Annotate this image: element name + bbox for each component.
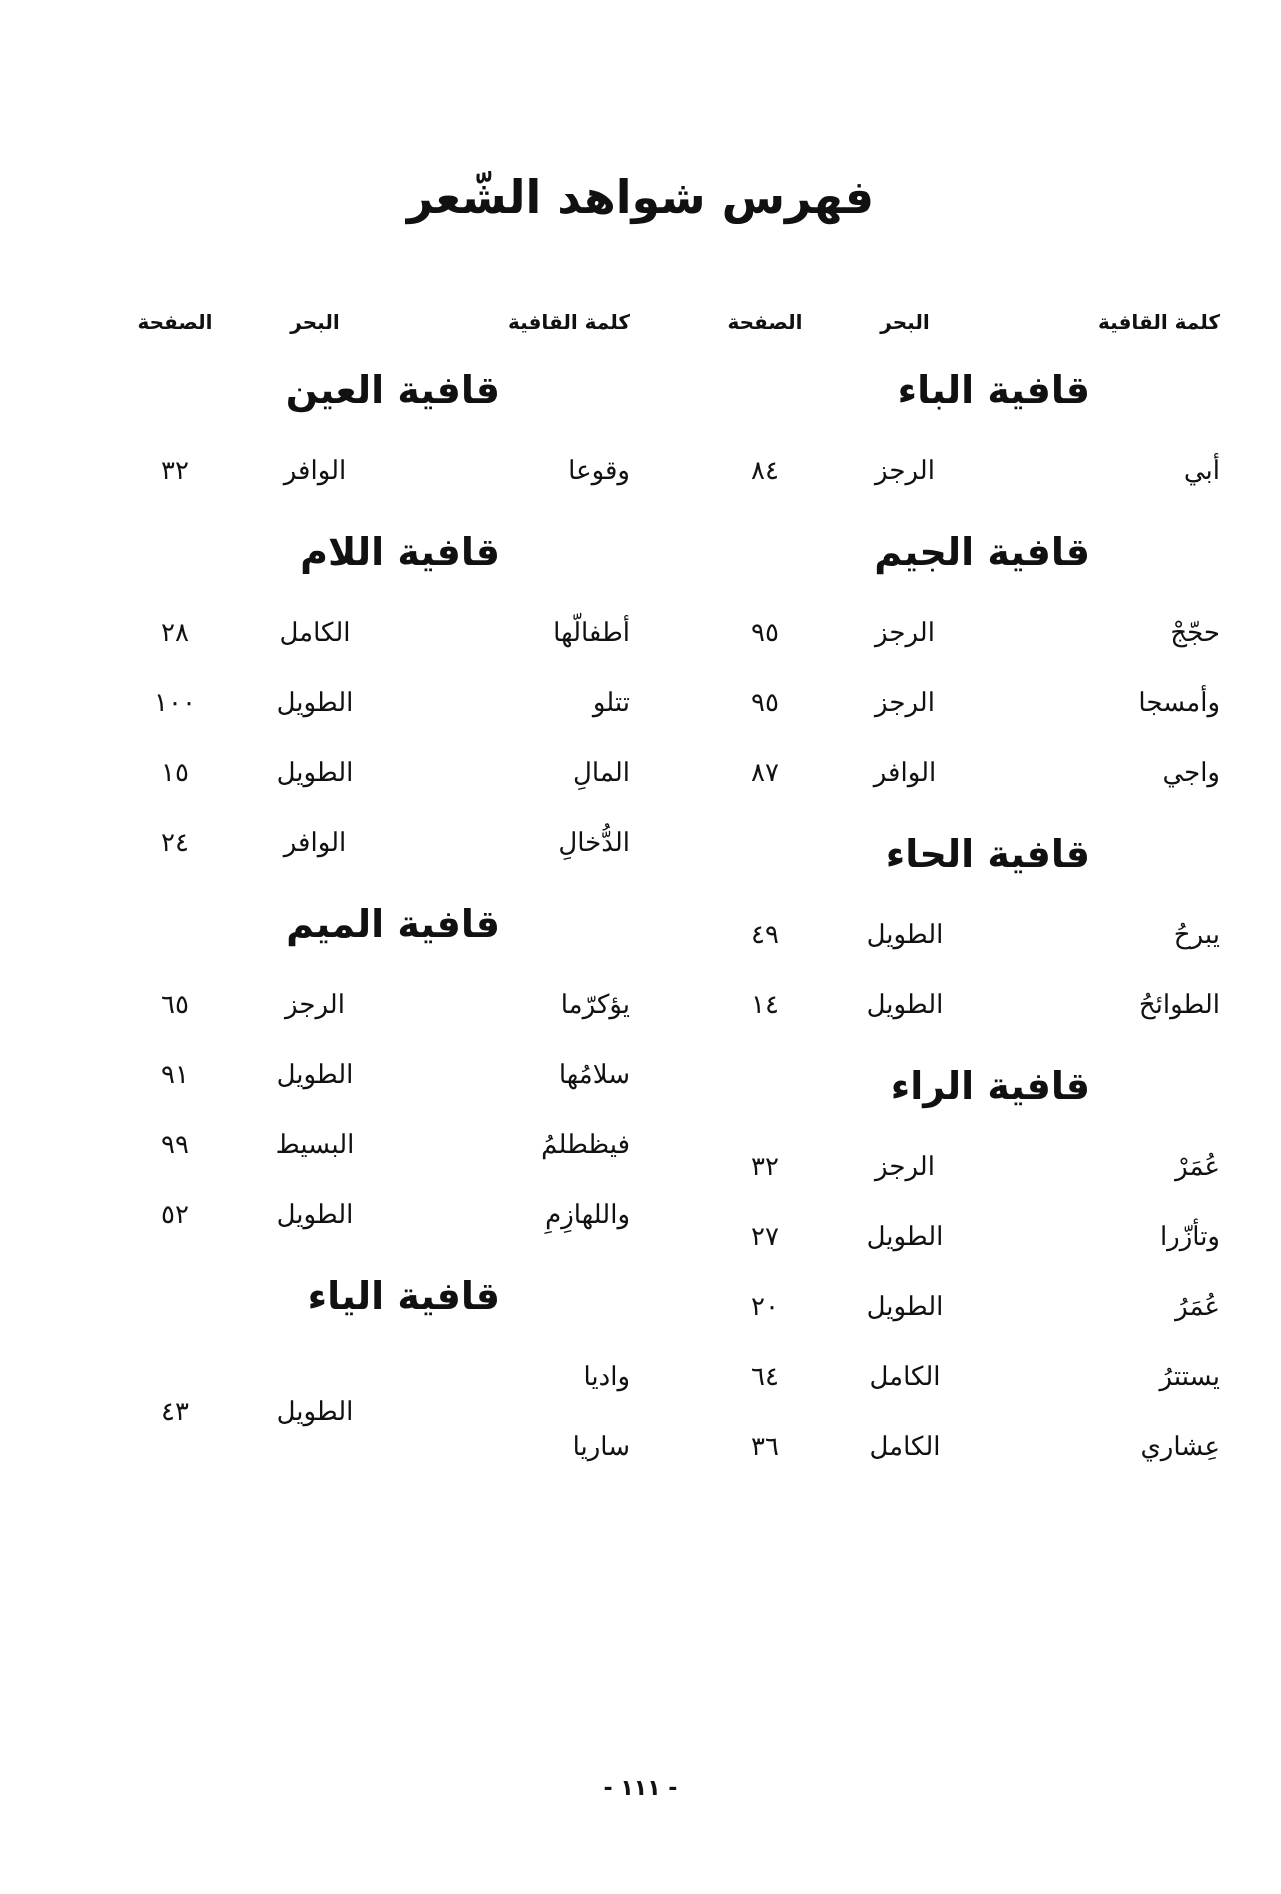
meter: الكامل bbox=[279, 618, 351, 648]
page-number: ٦٥ bbox=[161, 990, 189, 1020]
meter: الطويل bbox=[276, 1397, 354, 1427]
page-number: ٩٥ bbox=[751, 688, 779, 718]
meter: الوافر bbox=[283, 456, 347, 486]
index-row bbox=[700, 738, 1220, 808]
page-number: ٢٧ bbox=[751, 1222, 779, 1252]
index-row bbox=[700, 1202, 1220, 1272]
rhyme-word: الدُّخالِ bbox=[558, 828, 630, 858]
page-number: ٢٤ bbox=[161, 828, 189, 858]
header-rhyme-word: كلمة القافية bbox=[508, 310, 630, 334]
rhyme-word: تتلو bbox=[592, 688, 630, 718]
meter: الطويل bbox=[866, 990, 944, 1020]
rhyme-word: يستترُ bbox=[1159, 1362, 1220, 1392]
rhyme-word: عِشاري bbox=[1140, 1432, 1220, 1462]
rhyme-word: يؤكرّما bbox=[560, 990, 630, 1020]
rhyme-word: وتأزّرا bbox=[1159, 1222, 1220, 1252]
index-row bbox=[110, 668, 630, 738]
index-row bbox=[700, 436, 1220, 506]
meter: الطويل bbox=[866, 1222, 944, 1252]
index-row bbox=[110, 738, 630, 808]
header-meter: البحر bbox=[880, 310, 930, 334]
meter: الرجز bbox=[285, 990, 345, 1020]
meter: الرجز bbox=[875, 1152, 935, 1182]
rhyme-word: عُمَرُ bbox=[1175, 1292, 1220, 1322]
section-heading: قافية اللام bbox=[300, 530, 500, 574]
page-number: ٥٢ bbox=[161, 1200, 189, 1230]
page-number: ٣٢ bbox=[161, 456, 189, 486]
index-row bbox=[700, 900, 1220, 970]
header-page: الصفحة bbox=[727, 310, 803, 334]
meter: الرجز bbox=[875, 688, 935, 718]
index-row bbox=[110, 1180, 630, 1250]
page-title: فهرس شواهد الشّعر bbox=[406, 170, 875, 224]
header-rhyme-word: كلمة القافية bbox=[1098, 310, 1220, 334]
index-row bbox=[110, 598, 630, 668]
index-row-pair bbox=[110, 1342, 630, 1482]
page-number: ٢٠ bbox=[751, 1292, 779, 1322]
rhyme-word-pair bbox=[400, 1342, 630, 1482]
page-number: ٣٦ bbox=[751, 1432, 779, 1462]
rhyme-word: وقوعا bbox=[568, 456, 630, 486]
index-column-left bbox=[110, 300, 630, 1482]
column-header bbox=[110, 300, 630, 344]
meter: الوافر bbox=[283, 828, 347, 858]
index-row bbox=[110, 970, 630, 1040]
page-number: ٩٥ bbox=[751, 618, 779, 648]
section-heading: قافية الحاء bbox=[885, 832, 1090, 876]
meter: الكامل bbox=[869, 1362, 941, 1392]
page-number: ٩٩ bbox=[161, 1130, 189, 1160]
meter: الطويل bbox=[276, 688, 354, 718]
page-number: ٣٢ bbox=[751, 1152, 779, 1182]
meter: البسيط bbox=[275, 1130, 355, 1160]
index-row bbox=[700, 1342, 1220, 1412]
meter: الطويل bbox=[276, 758, 354, 788]
index-row bbox=[700, 1272, 1220, 1342]
page-number: ١٠٠ bbox=[154, 688, 196, 718]
rhyme-word: حجّجْ bbox=[1170, 618, 1220, 648]
section-heading: قافية الميم bbox=[286, 902, 500, 946]
header-meter: البحر bbox=[290, 310, 340, 334]
page-number: ٨٧ bbox=[751, 758, 779, 788]
index-row bbox=[700, 598, 1220, 668]
rhyme-word: المالِ bbox=[573, 758, 630, 788]
index-column-right bbox=[700, 300, 1220, 1482]
section-heading: قافية الجيم bbox=[874, 530, 1090, 574]
page-number: ١٥ bbox=[161, 758, 189, 788]
index-row bbox=[700, 1132, 1220, 1202]
header-page: الصفحة bbox=[137, 310, 213, 334]
page-number: ٤٣ bbox=[161, 1397, 189, 1427]
meter: الكامل bbox=[869, 1432, 941, 1462]
rhyme-word: يبرحُ bbox=[1173, 920, 1220, 950]
page-number: ١٤ bbox=[751, 990, 779, 1020]
index-row bbox=[110, 436, 630, 506]
rhyme-word: الطوائحُ bbox=[1138, 990, 1220, 1020]
page-number: ٤٩ bbox=[751, 920, 779, 950]
meter: الرجز bbox=[875, 456, 935, 486]
rhyme-word: سلامُها bbox=[558, 1060, 630, 1090]
page-number: ٩١ bbox=[161, 1060, 189, 1090]
index-row bbox=[110, 1040, 630, 1110]
index-row bbox=[700, 970, 1220, 1040]
rhyme-word: وأمسجا bbox=[1138, 688, 1220, 718]
rhyme-word: فيظطلمُ bbox=[541, 1130, 630, 1160]
section-heading: قافية الراء bbox=[890, 1064, 1090, 1108]
rhyme-word: واجي bbox=[1162, 758, 1220, 788]
rhyme-word: واديا bbox=[583, 1362, 630, 1392]
column-header bbox=[700, 300, 1220, 344]
meter: الطويل bbox=[276, 1060, 354, 1090]
meter: الوافر bbox=[873, 758, 937, 788]
page-number: ٦٤ bbox=[751, 1362, 779, 1392]
rhyme-word: أطفالّها bbox=[553, 618, 630, 648]
meter: الطويل bbox=[866, 920, 944, 950]
page-number: ٨٤ bbox=[751, 456, 779, 486]
index-row bbox=[110, 808, 630, 878]
section-heading: قافية العين bbox=[285, 368, 500, 412]
page-number: ٢٨ bbox=[161, 618, 189, 648]
section-heading: قافية الياء bbox=[307, 1274, 500, 1318]
rhyme-word: ساريا bbox=[572, 1432, 630, 1462]
rhyme-word: أبي bbox=[1183, 456, 1220, 486]
rhyme-word: واللهازِمِ bbox=[545, 1200, 630, 1230]
rhyme-word: عُمَرْ bbox=[1175, 1152, 1220, 1182]
meter: الطويل bbox=[866, 1292, 944, 1322]
section-heading: قافية الباء bbox=[897, 368, 1090, 412]
page-footer-number: - ١١١ - bbox=[603, 1776, 678, 1801]
index-row bbox=[700, 1412, 1220, 1482]
index-row bbox=[700, 668, 1220, 738]
meter: الرجز bbox=[875, 618, 935, 648]
meter: الطويل bbox=[276, 1200, 354, 1230]
index-row bbox=[110, 1110, 630, 1180]
